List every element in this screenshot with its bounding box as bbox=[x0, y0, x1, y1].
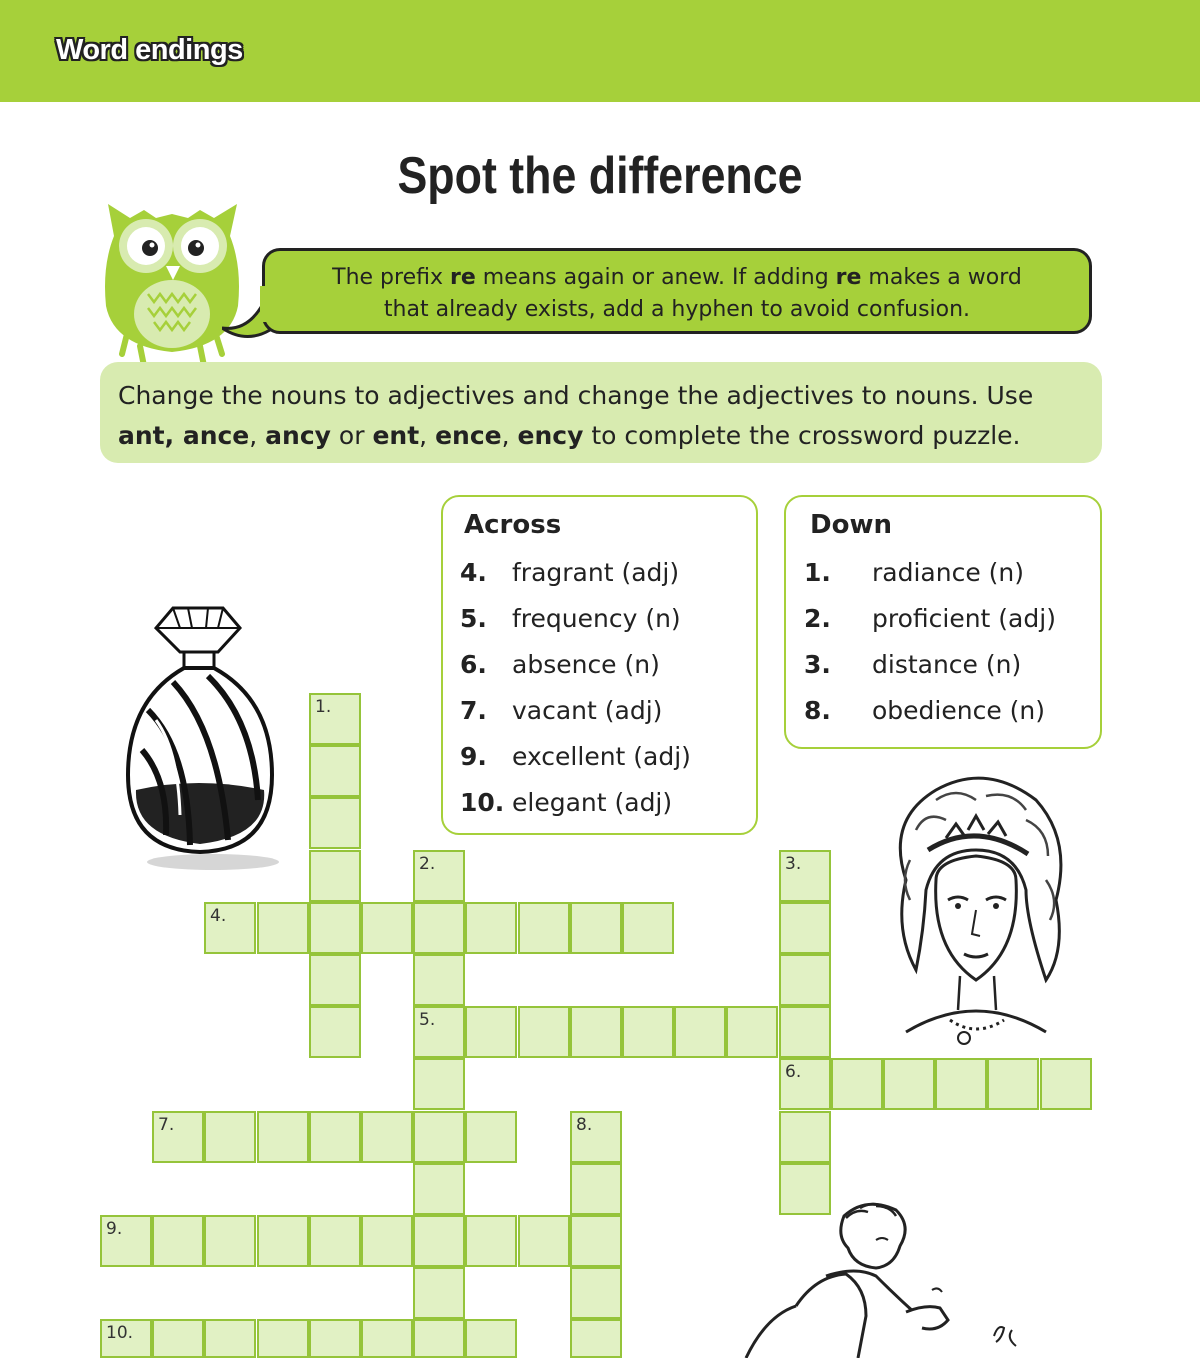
crossword-cell[interactable] bbox=[204, 1111, 256, 1163]
crossword-cell[interactable] bbox=[570, 1163, 622, 1215]
clue-number: 3. bbox=[804, 650, 831, 679]
crossword-cell[interactable] bbox=[518, 902, 570, 954]
crossword-cell[interactable] bbox=[309, 902, 361, 954]
clue-number: 8. bbox=[804, 696, 831, 725]
page-title: Spot the difference bbox=[397, 147, 803, 205]
crossword-cell[interactable] bbox=[674, 1006, 726, 1058]
crossword-cell[interactable] bbox=[257, 902, 309, 954]
crossword-cell[interactable] bbox=[622, 1006, 674, 1058]
crossword-cell[interactable] bbox=[465, 1111, 517, 1163]
clue-word: frequency (n) bbox=[512, 604, 681, 633]
section-label: Word endings bbox=[56, 34, 243, 66]
princess-illustration bbox=[876, 770, 1072, 1054]
clue-number: 5. bbox=[460, 604, 487, 633]
across-clue bbox=[460, 691, 750, 731]
clue-word: distance (n) bbox=[872, 650, 1022, 679]
clue-number: 4. bbox=[460, 558, 487, 587]
crossword-cell[interactable] bbox=[413, 1111, 465, 1163]
crossword-cell[interactable] bbox=[309, 797, 361, 849]
crossword-cell[interactable] bbox=[361, 902, 413, 954]
clue-word: proficient (adj) bbox=[872, 604, 1056, 633]
crossword-cell[interactable] bbox=[413, 954, 465, 1006]
tip-text: The prefix re means again or anew. If adding re makes a word that already exists, add a hyphen to avoid confusion. bbox=[332, 265, 1022, 322]
man-illustration bbox=[726, 1196, 1036, 1358]
crossword-cell[interactable] bbox=[779, 1006, 831, 1058]
crossword-cell[interactable] bbox=[413, 902, 465, 954]
across-clue bbox=[460, 737, 750, 777]
clue-number-label: 10. bbox=[106, 1323, 134, 1343]
crossword-cell[interactable] bbox=[570, 1215, 622, 1267]
crossword-cell[interactable] bbox=[309, 1006, 361, 1058]
crossword-cell[interactable] bbox=[152, 1319, 204, 1358]
clue-word: radiance (n) bbox=[872, 558, 1025, 587]
crossword-cell[interactable] bbox=[726, 1006, 778, 1058]
crossword-cell[interactable] bbox=[518, 1215, 570, 1267]
clue-number-label: 6. bbox=[785, 1062, 802, 1082]
crossword-cell[interactable] bbox=[1040, 1058, 1092, 1110]
clue-word: excellent (adj) bbox=[512, 742, 691, 771]
crossword-cell[interactable] bbox=[465, 1319, 517, 1358]
crossword-cell[interactable] bbox=[779, 902, 831, 954]
crossword-cell[interactable] bbox=[779, 1058, 831, 1110]
crossword-cell[interactable] bbox=[570, 902, 622, 954]
clue-number-label: 7. bbox=[158, 1115, 175, 1135]
across-heading: Across bbox=[464, 510, 562, 540]
crossword-cell[interactable] bbox=[361, 1215, 413, 1267]
crossword-cell[interactable] bbox=[465, 1006, 517, 1058]
clue-number: 7. bbox=[460, 696, 487, 725]
clue-number: 1. bbox=[804, 558, 831, 587]
crossword-cell[interactable] bbox=[413, 1319, 465, 1358]
crossword-cell[interactable] bbox=[413, 1215, 465, 1267]
crossword-cell[interactable] bbox=[413, 850, 465, 902]
crossword-cell[interactable] bbox=[100, 1319, 152, 1358]
clue-number-label: 2. bbox=[419, 854, 436, 874]
clue-number: 6. bbox=[460, 650, 487, 679]
crossword-cell[interactable] bbox=[361, 1111, 413, 1163]
crossword-cell[interactable] bbox=[309, 850, 361, 902]
clue-word: obedience (n) bbox=[872, 696, 1046, 725]
across-clue bbox=[460, 599, 750, 639]
clue-number-label: 3. bbox=[785, 854, 802, 874]
crossword-cell[interactable] bbox=[465, 1215, 517, 1267]
crossword-cell[interactable] bbox=[309, 1215, 361, 1267]
instruction-text: Change the nouns to adjectives and change the adjectives to nouns. Use ant, ance, ancy or ent, ence, ency to complete the crossword puzzle. bbox=[118, 381, 1034, 450]
clue-word: vacant (adj) bbox=[512, 696, 663, 725]
crossword-cell[interactable] bbox=[570, 1267, 622, 1319]
crossword-cell[interactable] bbox=[570, 1006, 622, 1058]
crossword-cell[interactable] bbox=[413, 1006, 465, 1058]
crossword-cell[interactable] bbox=[152, 1215, 204, 1267]
crossword-cell[interactable] bbox=[831, 1058, 883, 1110]
crossword-cell[interactable] bbox=[518, 1006, 570, 1058]
crossword-cell[interactable] bbox=[570, 1319, 622, 1358]
crossword-cell[interactable] bbox=[309, 693, 361, 745]
clue-word: elegant (adj) bbox=[512, 788, 673, 817]
crossword-cell[interactable] bbox=[257, 1215, 309, 1267]
down-clue bbox=[804, 553, 1094, 593]
crossword-cell[interactable] bbox=[309, 1111, 361, 1163]
clue-word: fragrant (adj) bbox=[512, 558, 680, 587]
crossword-cell[interactable] bbox=[100, 1215, 152, 1267]
crossword-cell[interactable] bbox=[361, 1319, 413, 1358]
clue-word: absence (n) bbox=[512, 650, 660, 679]
crossword-cell[interactable] bbox=[622, 902, 674, 954]
crossword-cell[interactable] bbox=[413, 1267, 465, 1319]
across-clue bbox=[460, 553, 750, 593]
across-clue bbox=[460, 783, 750, 823]
crossword-cell[interactable] bbox=[309, 954, 361, 1006]
crossword-cell[interactable] bbox=[204, 902, 256, 954]
crossword-cell[interactable] bbox=[257, 1111, 309, 1163]
crossword-cell[interactable] bbox=[152, 1111, 204, 1163]
clue-number-label: 8. bbox=[576, 1115, 593, 1135]
clue-number-label: 5. bbox=[419, 1010, 436, 1030]
down-heading: Down bbox=[810, 510, 892, 540]
crossword-cell[interactable] bbox=[935, 1058, 987, 1110]
crossword-cell[interactable] bbox=[779, 1111, 831, 1163]
crossword-cell[interactable] bbox=[413, 1163, 465, 1215]
crossword-cell[interactable] bbox=[309, 745, 361, 797]
crossword-cell[interactable] bbox=[257, 1319, 309, 1358]
clue-number-label: 1. bbox=[315, 697, 332, 717]
clue-number: 9. bbox=[460, 742, 487, 771]
crossword-cell[interactable] bbox=[309, 1319, 361, 1358]
clue-number: 10. bbox=[460, 788, 505, 817]
clue-number-label: 9. bbox=[106, 1219, 123, 1239]
crossword-cell[interactable] bbox=[779, 1163, 831, 1215]
crossword-cell[interactable] bbox=[987, 1058, 1039, 1110]
clue-number: 2. bbox=[804, 604, 831, 633]
crossword-cell[interactable] bbox=[779, 954, 831, 1006]
down-clue bbox=[804, 645, 1094, 685]
crossword-cell[interactable] bbox=[570, 1111, 622, 1163]
down-clue bbox=[804, 599, 1094, 639]
clue-number-label: 4. bbox=[210, 906, 227, 926]
perfume-bottle-illustration bbox=[118, 600, 283, 875]
crossword-cell[interactable] bbox=[204, 1215, 256, 1267]
crossword-cell[interactable] bbox=[883, 1058, 935, 1110]
crossword-cell[interactable] bbox=[413, 1058, 465, 1110]
crossword-cell[interactable] bbox=[204, 1319, 256, 1358]
across-clue bbox=[460, 645, 750, 685]
crossword-cell[interactable] bbox=[779, 850, 831, 902]
down-clue bbox=[804, 691, 1094, 731]
crossword-cell[interactable] bbox=[465, 902, 517, 954]
